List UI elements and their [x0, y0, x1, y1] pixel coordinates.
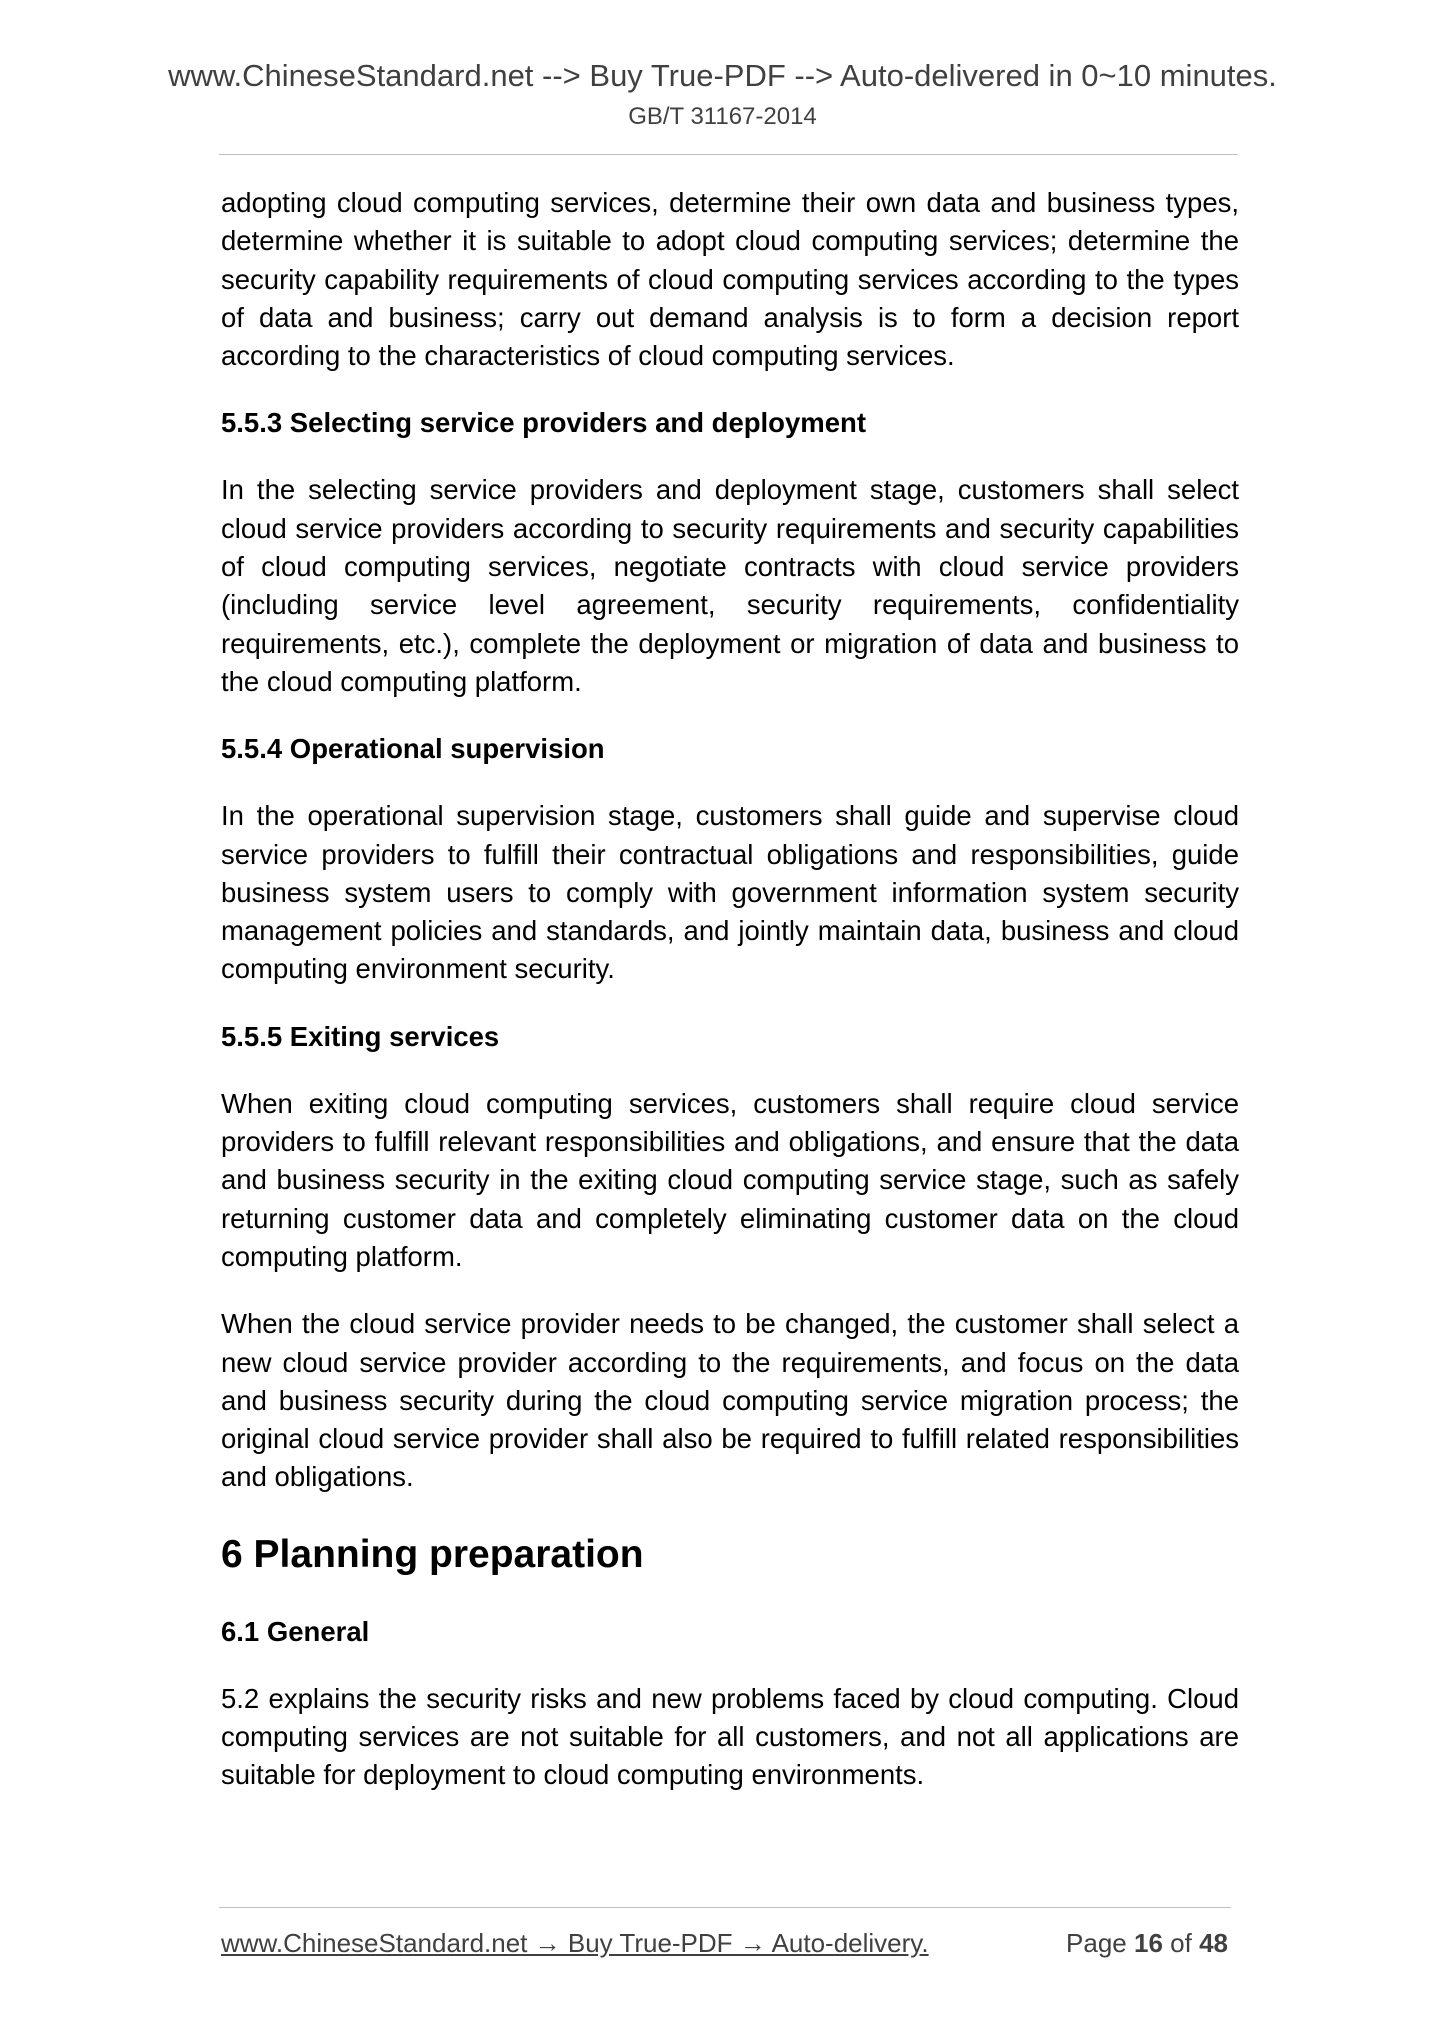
section-5-5-4-heading: 5.5.4 Operational supervision	[221, 733, 605, 765]
chapter-6-heading: 6 Planning preparation	[221, 1532, 644, 1576]
section-5-5-5-paragraph-2: When the cloud service provider needs to be changed, the customer shall select a new cloud service provider according to the requirements, and focus on the data and business security during the cloud computing service migration process; the original cloud service provider shall also be required to fulfill related responsibilities and obligations.	[221, 1308, 1239, 1493]
section-6-1-heading: 6.1 General	[221, 1615, 370, 1647]
header-divider	[219, 154, 1238, 155]
footer-link[interactable]: www.ChineseStandard.net → Buy True-PDF → Auto-delivery.	[221, 1928, 929, 1958]
page-total: 48	[1199, 1928, 1228, 1958]
intro-paragraph: adopting cloud computing services, determine their own data and business types, determine whether it is suitable to adopt cloud computing services; determine the security capability requirements of cloud computing services according to the types of data and business; carry out demand analysis is to form a decision report according to the characteristics of cloud computing services.	[221, 187, 1239, 372]
section-5-5-3-heading: 5.5.3 Selecting service providers and deployment	[221, 407, 866, 439]
section-5-5-5-paragraph-1: When exiting cloud computing services, customers shall require cloud service providers to fulfill relevant responsibilities and obligations, and ensure that the data and business security in the exiting cloud computing service stage, such as safely returning customer data and completely eliminating customer data on the cloud computing platform.	[221, 1087, 1239, 1272]
section-5-5-3-paragraph: In the selecting service providers and deployment stage, customers shall select cloud service providers according to security requirements and security capabilities of cloud computing services, negotiate contracts with cloud service providers (including service level agreement, security requirements, confidentiality requirements, etc.), complete the deployment or migration of data and business to the cloud computing platform.	[221, 474, 1239, 697]
page-header	[0, 58, 1445, 132]
page-current: 16	[1134, 1928, 1163, 1958]
header-banner: www.ChineseStandard.net --> Buy True-PDF --> Auto-delivered in 0~10 minutes.	[168, 58, 1277, 93]
page-footer	[221, 1928, 1231, 1964]
page-number	[1066, 1928, 1228, 1959]
section-5-5-4-paragraph: In the operational supervision stage, customers shall guide and supervise cloud service providers to fulfill their contractual obligations and responsibilities, guide business system users to comply with government information system security management policies and standards, and jointly maintain data, business and cloud computing environment security.	[221, 800, 1239, 985]
page-label: Page	[1066, 1928, 1127, 1958]
section-5-5-5-heading: 5.5.5 Exiting services	[221, 1020, 500, 1052]
section-6-1-paragraph: 5.2 explains the security risks and new problems faced by cloud computing. Cloud computing services are not suitable for all customers, and not all applications are suitable for deployment to cloud computing environments.	[221, 1682, 1239, 1791]
footer-divider	[219, 1907, 1231, 1908]
page-of: of	[1170, 1928, 1192, 1958]
standard-code: GB/T 31167-2014	[628, 103, 817, 130]
document-body	[221, 184, 1239, 1824]
